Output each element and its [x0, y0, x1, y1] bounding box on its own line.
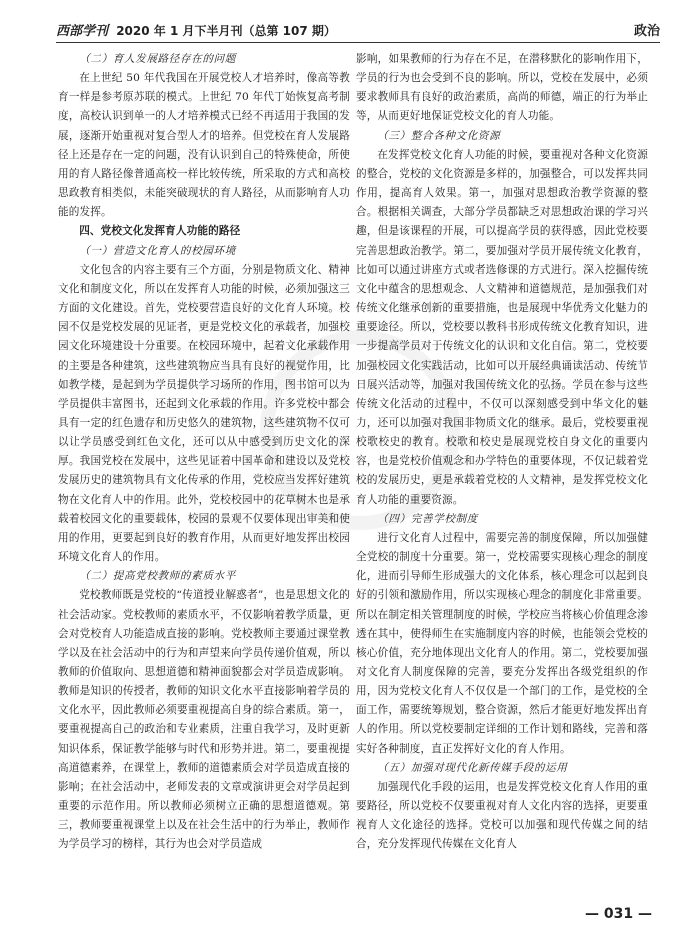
paragraph: 党校教师既是党校的“传道授业解惑者”，也是思想文化的社会活动家。党校教师的素质水平，不仅影响着教学质量，更会对党校育人功能造成直接的影响。党校教师主要通过课堂教学以及在社会活动中的行为和声望来向学员传递价值观，所以教师的价值取向、思想道德和精神面貌都会对学员造成影响。教师是知识的传授者，教师的知识文化水平直接影响着学员的文化水平，因此教师必须要重视提高自身的综合素质。第一，要重视提高自己的政治和专业素质，注重自我学习，及时更新知识体系，保证教学能够与时代和形势并进。第二，要重视提高道德素养，在课堂上，教师的道德素质会对学员造成直接的影响；在社会活动中，老师发表的文章或演讲更会对学员起到重要的示范作用。所以教师必须树立正确的思想道德观。第三，教师要重视课堂上以及在社会生活中的行为举止，教师作为学员学习的榜样，其行为也会对学员造成	[58, 589, 350, 851]
paragraph: 进行文化育人过程中，需要完善的制度保障，所以加强健全党校的制度十分重要。第一，党校需要实现核心理念的制度化，进而引导师生形成强大的文化体系，核心理念可以起到良好的引领和激励作用，所以实现核心理念的制度化非常重要。所以在制定相关管理制度的时候，学校应当将核心价值理念渗透在其中，使得师生在实施制度内容的时候，也能领会党校的核心价值，充分地体现出文化育人的作用。第二，党校要加强对文化育人制度保障的完善，要充分发挥出各级党组织的作用，因为党校文化育人不仅仅是一个部门的工作，是党校的全面工作，需要统筹规划，整合资源，然后才能更好地发挥出育人的作用。所以党校要制定详细的工作计划和路线，完善和落实好各种制度，直正发挥好文化的育人作用。	[356, 531, 648, 755]
subsection-heading: （二）提高党校教师的素质水平	[79, 570, 236, 583]
subsection-heading: （二）育人发展路径存在的问题	[79, 53, 236, 65]
left-column	[58, 50, 350, 855]
paragraph: 影响，如果教师的行为存在不足，在潜移默化的影响作用下，学员的行为也会受到不良的影响。所以，党校在发展中，必须要求教师具有良好的政治素质，高尚的师德，端正的行为举止等，从而更好地保证党校文化的育人功能。	[356, 53, 648, 123]
right-column	[356, 50, 648, 855]
subsection-heading: （五）加强对现代化新传媒手段的运用	[377, 761, 568, 774]
section-label: 政治	[633, 24, 660, 39]
paragraph: 在上世纪 50 年代我国在开展党校人才培养时，像高等教育一样是参考原苏联的模式。上世纪 70 年代丁始恢复高考制度，高校认识到单一的人才培养模式已经不再适用于我国的发展，逐渐开始重视对复合型人才的培养。但党校在育人发展路径上还是存在一定的问题，没有认识到自己的特殊使命，所使用的育人路径像普通高校一样比较传统，所采取的方式和高校思政教育相类似，未能突破现状的育人路径，从而影响育人功能的发挥。	[58, 72, 350, 219]
issue-info: 2020 年 1 月下半月刊（总第 107 期）	[116, 24, 336, 38]
subsection-heading: （三）整合各种文化资源	[377, 129, 501, 142]
subsection-heading: （四）完善学校制度	[377, 512, 478, 525]
page-number: — 031 —	[585, 906, 652, 922]
journal-logo: 西部学刊	[56, 24, 109, 39]
paragraph: 在发挥党校文化育人功能的时候，要重视对各种文化资源的整合，党校的文化资源是多样的，加强整合，可以发挥共同作用，提高育人效果。第一，加强对思想政治教学资源的整合。根据相关调查，大部分学员都缺乏对思想政治课的学习兴趣，但是该课程的开展，可以提高学员的获得感，因此党校要完善思想政治教学。第二，要加强对学员开展传统文化教育，比如可以通过讲座方式或者选修课的方式进行。深入挖掘传统文化中蕴含的思想观念、人文精神和道德规范，是加强我们对传统文化继承创新的重要措施，也是展现中华优秀文化魅力的重要途径。所以，党校要以教科书形成传统文化教育知识，进一步提高学员对于传统文化的认识和文化自信。第二，党校要加强校园文化实践活动，比如可以开展经典诵读活动、传统节日展兴活动等，加强对我国传统文化的弘扬。学员在参与这些传统文化活动的过程中，不仅可以深刻感受到中华文化的魅力，还可以加强对我国非物质文化的继承。最后，党校要重视校歌校史的教育。校歌和校史是展现党校自身文化的重要内容，也是党校价值观念和办学特色的重要体现，不仅记载着党校的发展历史，更是承载着党校的人文精神，是发挥党校文化育人功能的重要资源。	[356, 148, 648, 506]
page-header	[56, 18, 660, 43]
paragraph: 加强现代化手段的运用，也是发挥党校文化育人作用的重要路径，所以党校不仅要重视对育人文化内容的选择，更要重视育人文化途径的选择。党校可以加强和现代传媒之间的结合，充分发挥现代传媒在文化育人	[356, 780, 648, 851]
paragraph: 文化包含的内容主要有三个方面，分别是物质文化、精神文化和制度文化，所以在发挥育人功能的时候，必须加强这三方面的文化建设。首先，党校要营造良好的文化育人环境。校园不仅是党校发展的见证者，更是党校文化的承载者，加强校园文化环境建设十分重要。在校园环境中，起着文化承载作用的主要是各种建筑，这些建筑物应当具有良好的视觉作用，比如教学楼，是起到为学员提供学习场所的作用，图书馆可以为学员提供丰富图书，还起到文化承载的作用。许多党校中都会具有一定的红色遗存和历史悠久的建筑物，这些建筑物不仅可以让学员感受到红色文化，还可以从中感受到历史文化的深厚。我国党校在发展中，这些见证着中国革命和建设以及党校发展历史的建筑物具有文化传承的作用，党校应当发挥好建筑物在文化育人中的作用。此外，党校校园中的花草树木也是承载着校园文化的重要载体，校园的景观不仅要体现出审美和使用的作用，更要起到良好的教育作用，从而更好地发挥出校园环境文化育人的作用。	[58, 263, 350, 564]
journal-title	[56, 20, 336, 39]
section-heading: 四、党校文化发挥育人功能的路径	[79, 225, 241, 238]
subsection-heading: （一）营造文化育人的校园环境	[79, 244, 236, 257]
